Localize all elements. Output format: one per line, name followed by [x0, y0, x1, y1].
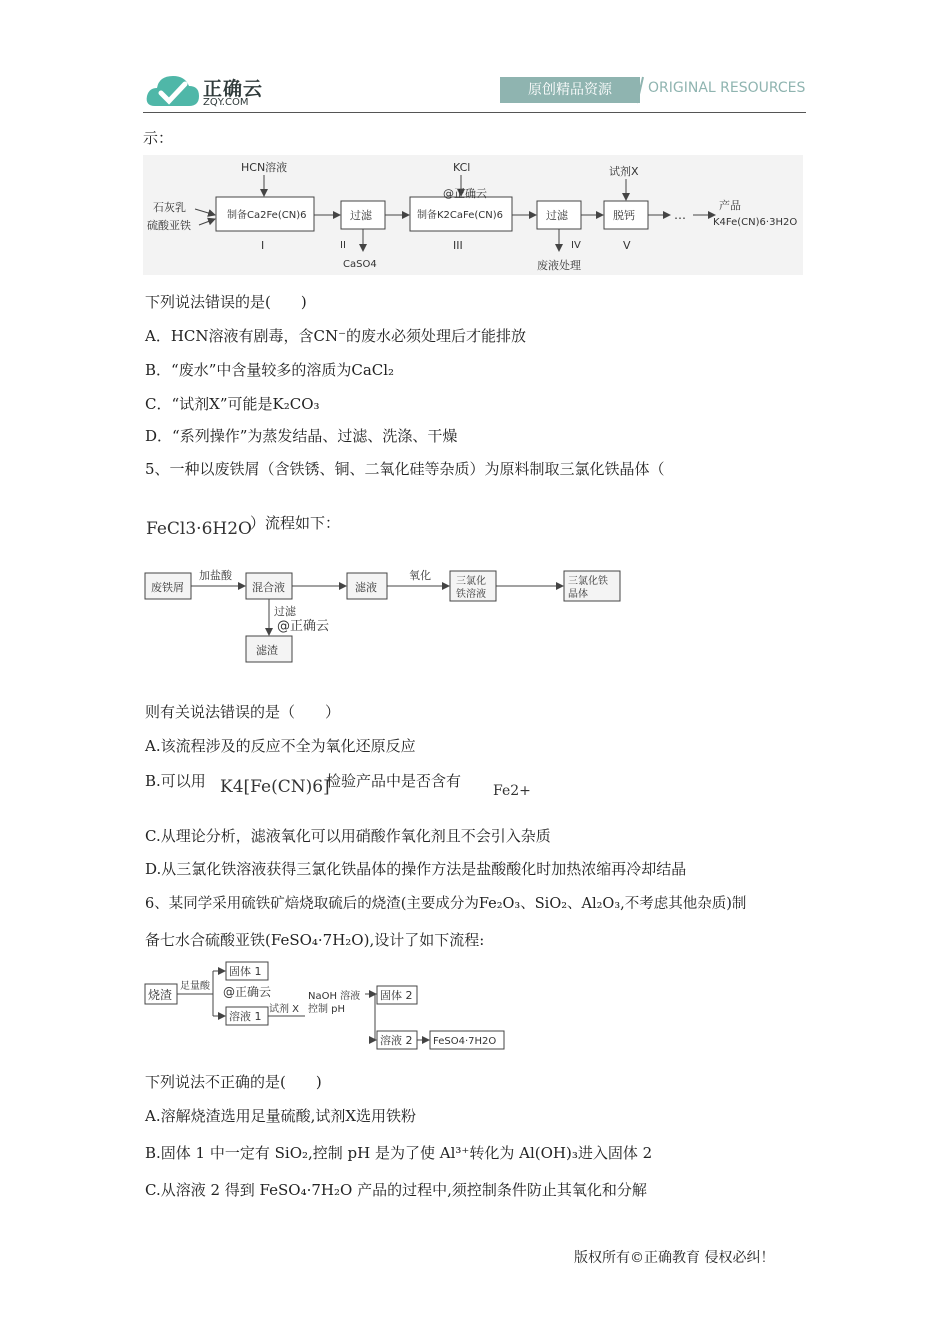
watermark: @正确云	[277, 619, 330, 634]
q5-formula: FeCl3·6H2O	[146, 519, 252, 539]
slash-divider-icon	[636, 76, 644, 104]
banner-label: 原创精品资源	[500, 77, 640, 103]
q5-option-a: A.该流程涉及的反应不全为氧化还原反应	[145, 737, 416, 755]
box-filter-2: 过滤	[546, 209, 568, 222]
q6-option-b: B.固体 1 中一定有 SiO₂,控制 pH 是为了使 Al³⁺转化为 Al(OH)₃进入固体 2	[145, 1144, 653, 1162]
box-product-feso4: FeSO4·7H2O	[433, 1036, 497, 1047]
reagent-kcl: KCl	[453, 161, 471, 174]
q6-option-a: A.溶解烧渣选用足量硫酸,试剂X选用铁粉	[145, 1107, 417, 1125]
q5-option-b-ion: Fe2+	[493, 783, 531, 799]
box-fecl3-solution-l1: 三氯化	[456, 576, 486, 587]
reagent-x: 试剂X	[609, 165, 639, 178]
reagent-hcn: HCN溶液	[241, 161, 288, 174]
step-5: V	[623, 239, 631, 252]
arrow-reagent-x: 试剂 X	[269, 1004, 300, 1015]
arrow-add-hcl: 加盐酸	[199, 569, 232, 582]
copyright-footer: 版权所有©正确教育 侵权必纠！	[574, 1250, 775, 1266]
box-filtrate: 滤液	[355, 581, 377, 594]
q5-question: 则有关说法错误的是（ ）	[145, 703, 341, 721]
box-solution-2: 溶液 2	[380, 1034, 413, 1047]
header-divider	[143, 112, 806, 113]
q4-option-a: A．HCN溶液有剧毒，含CN⁻的废水必须处理后才能排放	[145, 327, 527, 345]
q4-flowchart	[143, 155, 803, 275]
box-prepare-k: 制备K2CaFe(CN)6	[417, 210, 504, 221]
box-fecl3-crystal-l1: 三氯化铁	[568, 576, 608, 587]
q5-stem-end: ）流程如下：	[250, 514, 341, 532]
box-filter-1: 过滤	[350, 209, 372, 222]
byproduct-caso4: CaSO4	[343, 259, 377, 270]
box-prepare-ca: 制备Ca2Fe(CN)6	[227, 210, 307, 221]
banner-label-en: ORIGINAL RESOURCES	[648, 80, 806, 96]
ellipsis: …	[674, 208, 686, 222]
input-lime: 石灰乳	[153, 201, 186, 214]
q6-stem-line2: 备七水合硫酸亚铁(FeSO₄·7H₂O),设计了如下流程:	[145, 931, 485, 949]
step-2: II	[340, 240, 346, 251]
box-decalcify: 脱钙	[613, 209, 635, 222]
q6-flowchart	[143, 958, 513, 1056]
q5-option-d: D.从三氯化铁溶液获得三氯化铁晶体的操作方法是盐酸酸化时加热浓缩再冷却结晶	[145, 860, 687, 878]
q4-option-c: C．“试剂X”可能是K₂CO₃	[145, 395, 320, 413]
box-mixture: 混合液	[252, 581, 285, 594]
q6-option-c: C.从溶液 2 得到 FeSO₄·7H₂O 产品的过程中,须控制条件防止其氧化和分解	[145, 1181, 647, 1199]
watermark: @正确云	[223, 985, 272, 999]
waste-treatment: 废液处理	[537, 259, 581, 272]
box-solution-1: 溶液 1	[229, 1010, 262, 1023]
input-ferrous-sulfate: 硫酸亚铁	[147, 219, 191, 232]
q5-option-b-formula: K4[Fe(CN)6]	[220, 777, 330, 797]
watermark: @正确云	[443, 187, 487, 200]
label-control-ph: 控制 pH	[308, 1004, 346, 1015]
box-solid-1: 固体 1	[229, 965, 262, 978]
q5-flowchart	[143, 563, 633, 668]
step-1: I	[261, 239, 265, 252]
box-fecl3-solution-l2: 铁溶液	[456, 589, 486, 600]
logo-text: 正确云	[203, 78, 264, 100]
q4-continuation: 示：	[143, 129, 174, 147]
q4-stem: 下列说法错误的是( )	[145, 293, 307, 311]
q6-stem-line1: 6、某同学采用硫铁矿焙烧取硫后的烧渣(主要成分为Fe₂O₃、SiO₂、Al₂O₃,不考虑其他杂质)制	[145, 896, 747, 912]
logo-domain: ZQY.COM	[203, 97, 249, 108]
box-cinder: 烧渣	[148, 988, 173, 1002]
q4-option-d: D．“系列操作”为蒸发结晶、过滤、洗涤、干燥	[145, 427, 458, 445]
q4-option-b: B．“废水”中含量较多的溶质为CaCl₂	[145, 361, 395, 379]
step-3: III	[453, 239, 463, 252]
arrow-filter: 过滤	[274, 605, 296, 618]
step-4: IV	[571, 240, 581, 251]
q5-option-c: C.从理论分析，滤液氧化可以用硝酸作氧化剂且不会引入杂质	[145, 827, 551, 845]
arrow-excess-acid: 足量酸	[180, 981, 210, 992]
arrow-oxidize: 氧化	[409, 569, 431, 582]
q5-option-b-text: 检验产品中是否含有	[326, 772, 462, 790]
box-fecl3-crystal-l2: 晶体	[568, 589, 588, 600]
product-label: 产品	[719, 199, 741, 212]
label-naoh: NaOH 溶液	[308, 991, 361, 1002]
box-residue: 滤渣	[256, 644, 278, 657]
box-solid-2: 固体 2	[380, 989, 413, 1002]
q5-stem: 5、一种以废铁屑（含铁锈、铜、二氧化硅等杂质）为原料制取三氯化铁晶体（	[145, 460, 665, 478]
q5-option-b-prefix: B.可以用	[145, 772, 206, 790]
product-formula: K4Fe(CN)6·3H2O	[713, 217, 798, 228]
box-waste-iron: 废铁屑	[151, 581, 184, 594]
q6-question: 下列说法不正确的是( )	[145, 1073, 322, 1091]
